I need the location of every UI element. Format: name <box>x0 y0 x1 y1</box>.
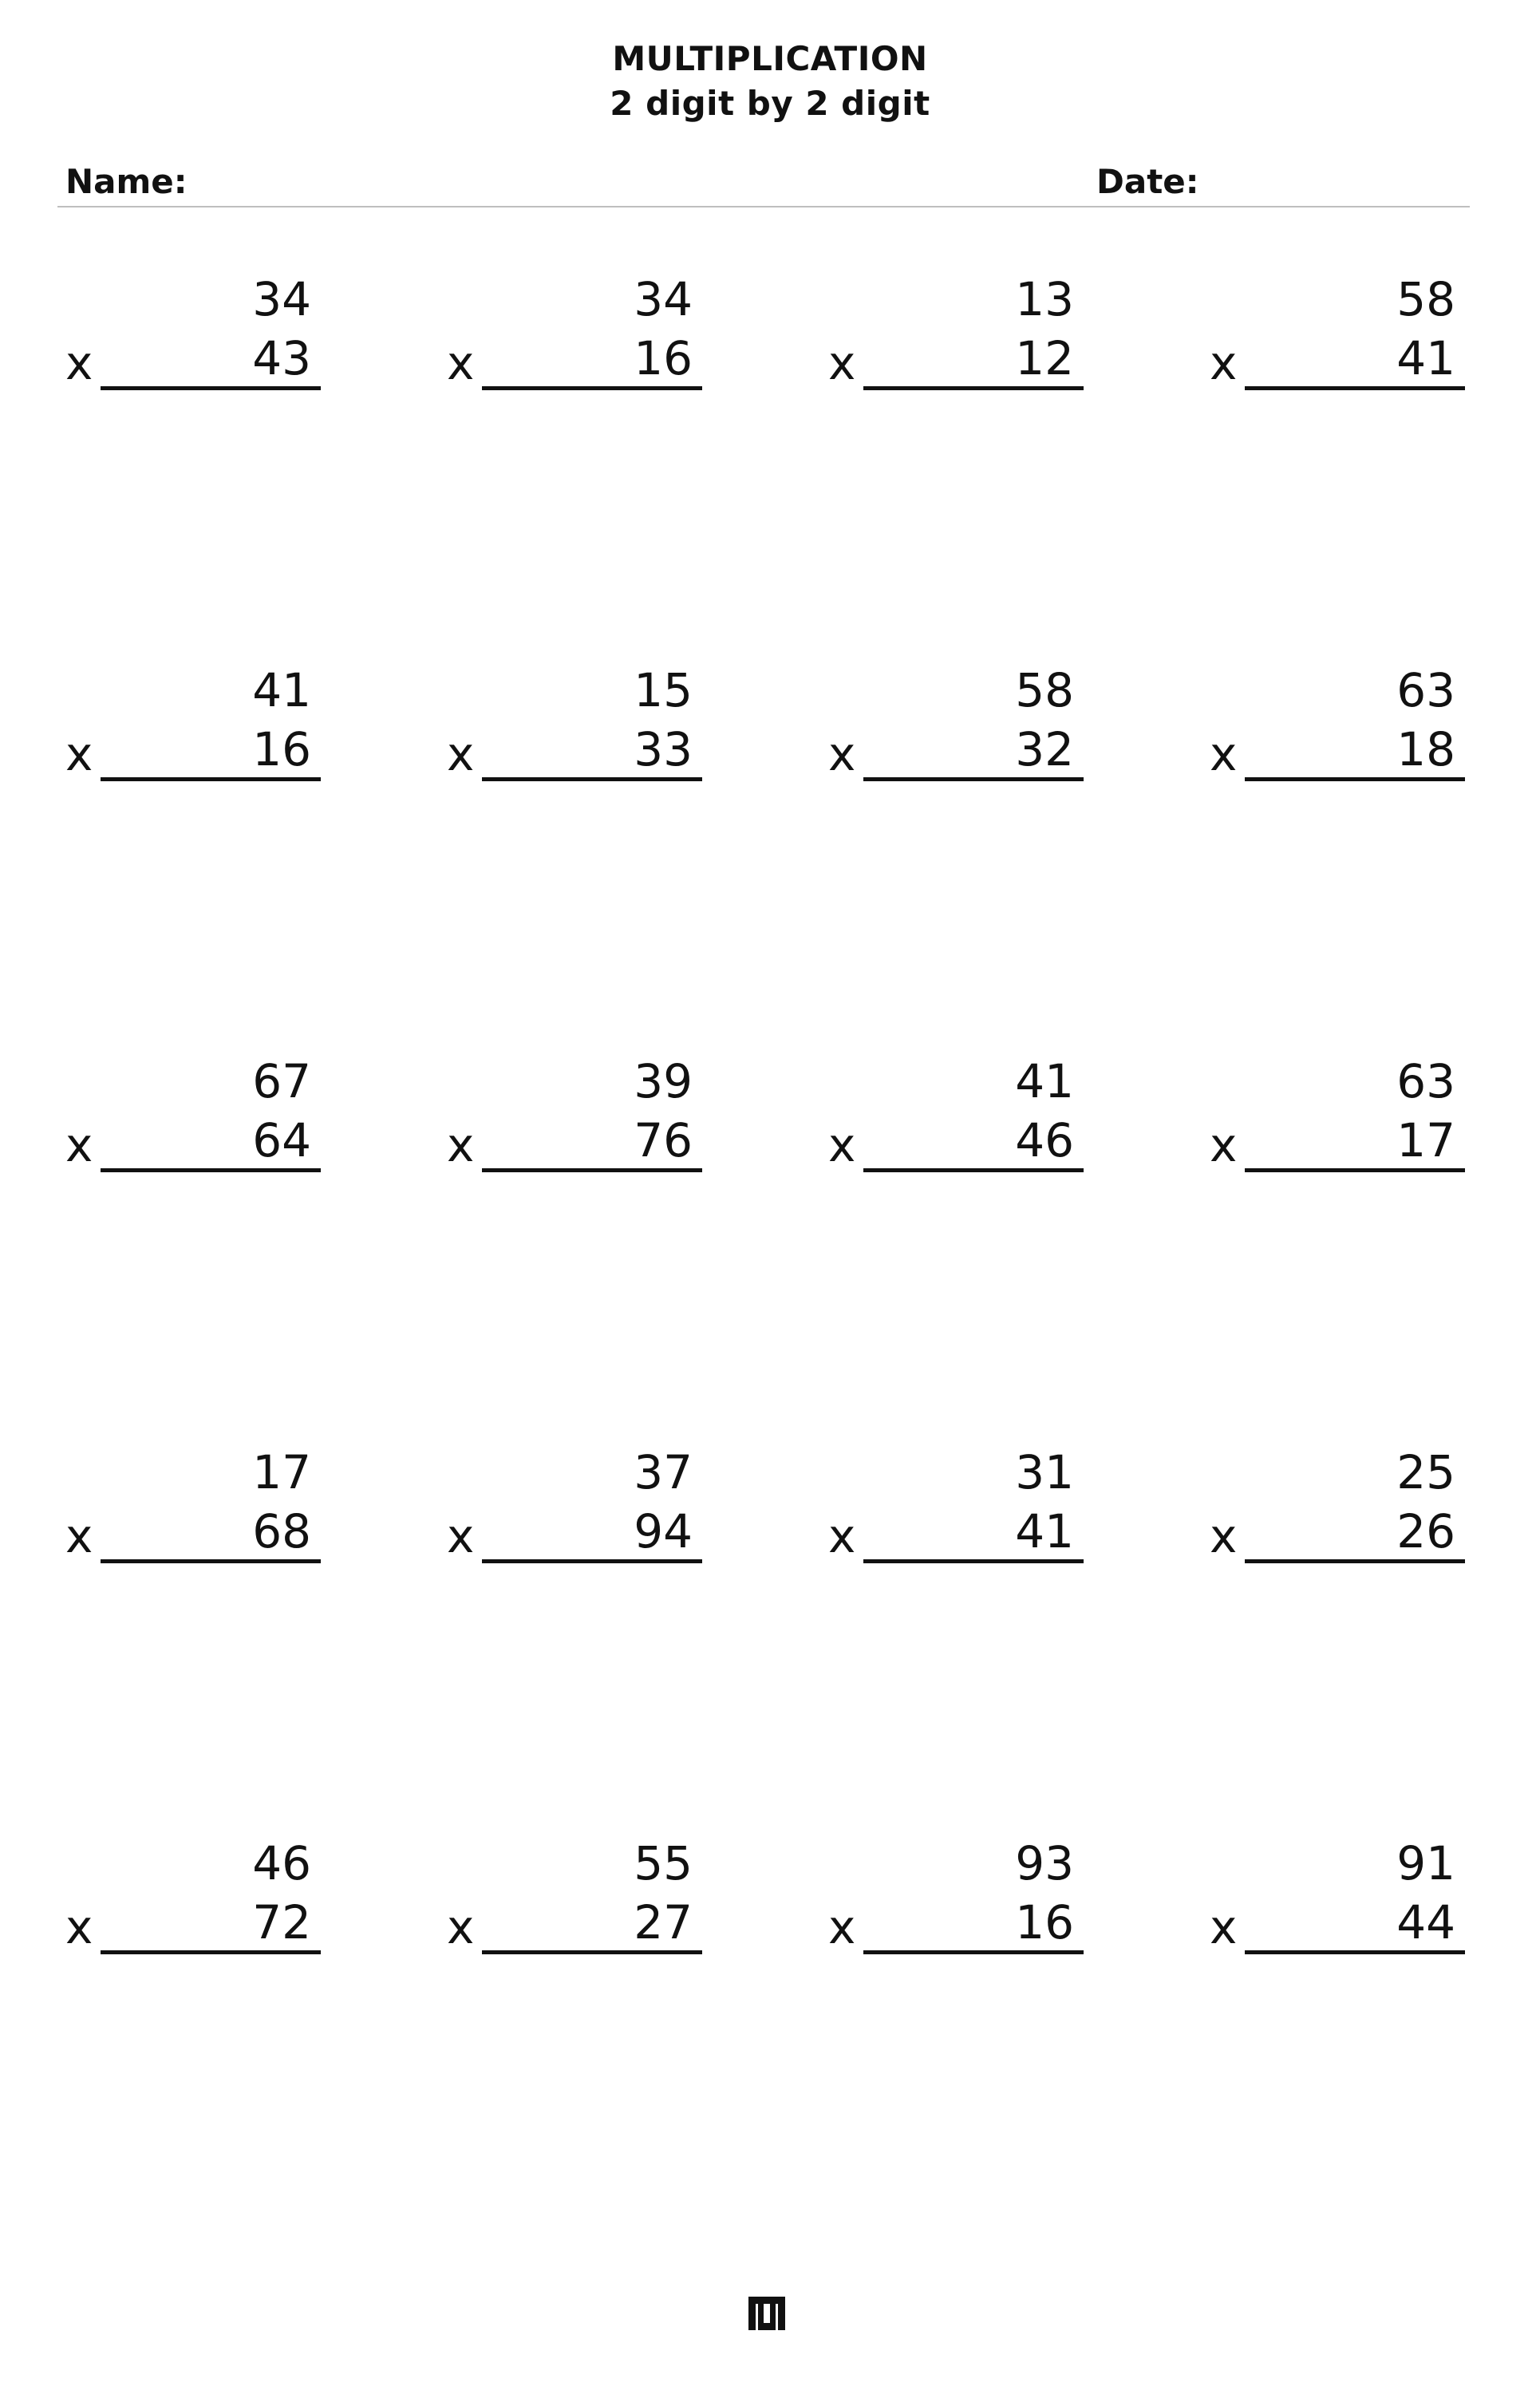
answer-line <box>1245 777 1465 781</box>
multiply-sign: x <box>828 1509 856 1563</box>
answer-line <box>482 1168 702 1172</box>
problem-7 <box>828 662 1084 798</box>
answer-line <box>1245 1950 1465 1954</box>
problem-20 <box>1210 1835 1465 1971</box>
problem-2 <box>447 271 702 407</box>
multiply-sign: x <box>828 336 856 390</box>
problem-6 <box>447 662 702 798</box>
multiplicand: 58 <box>1396 272 1455 326</box>
problem-10 <box>447 1053 702 1189</box>
multiplier: 32 <box>1015 722 1074 776</box>
multiplier: 16 <box>252 722 311 776</box>
multiplier: 26 <box>1396 1504 1455 1558</box>
multiplicand: 37 <box>634 1445 693 1499</box>
problem-8 <box>1210 662 1465 798</box>
multiplier: 16 <box>634 331 693 385</box>
multiplier: 27 <box>634 1895 693 1950</box>
multiplier: 12 <box>1015 331 1074 385</box>
multiply-sign: x <box>447 336 475 390</box>
multiply-sign: x <box>447 1509 475 1563</box>
multiply-sign: x <box>447 1118 475 1172</box>
multiplicand: 41 <box>1015 1054 1074 1108</box>
multiply-sign: x <box>1210 727 1238 781</box>
answer-line <box>101 1168 321 1172</box>
multiply-sign: x <box>1210 1118 1238 1172</box>
multiplier: 76 <box>634 1113 693 1167</box>
multiplicand: 67 <box>252 1054 311 1108</box>
problem-5 <box>65 662 321 798</box>
multiplicand: 41 <box>252 663 311 717</box>
multiplier: 41 <box>1015 1504 1074 1558</box>
multiply-sign: x <box>1210 1509 1238 1563</box>
multiplicand: 34 <box>252 272 311 326</box>
answer-line <box>863 1559 1084 1563</box>
multiplier: 18 <box>1396 722 1455 776</box>
multiplier: 44 <box>1396 1895 1455 1950</box>
problem-13 <box>65 1444 321 1580</box>
problem-17 <box>65 1835 321 1971</box>
answer-line <box>1245 386 1465 390</box>
title-text: MULTIPLICATION <box>612 39 928 78</box>
problem-1 <box>65 271 321 407</box>
answer-line <box>863 1168 1084 1172</box>
header-divider <box>57 206 1470 207</box>
answer-line <box>101 1559 321 1563</box>
problem-3 <box>828 271 1084 407</box>
multiply-sign: x <box>1210 336 1238 390</box>
multiplicand: 39 <box>634 1054 693 1108</box>
multiply-sign: x <box>828 727 856 781</box>
multiply-sign: x <box>65 1118 93 1172</box>
multiply-sign: x <box>65 336 93 390</box>
multiply-sign: x <box>65 1900 93 1954</box>
multiplicand: 34 <box>634 272 693 326</box>
multiplier: 33 <box>634 722 693 776</box>
problem-19 <box>828 1835 1084 1971</box>
multiplicand: 91 <box>1396 1836 1455 1890</box>
multiplier: 72 <box>252 1895 311 1950</box>
problem-15 <box>828 1444 1084 1580</box>
answer-line <box>863 777 1084 781</box>
multiplicand: 17 <box>252 1445 311 1499</box>
answer-line <box>1245 1559 1465 1563</box>
multiply-sign: x <box>65 1509 93 1563</box>
multiplicand: 25 <box>1396 1445 1455 1499</box>
answer-line <box>482 1950 702 1954</box>
date-label: Date: <box>1096 162 1199 201</box>
multiply-sign: x <box>1210 1900 1238 1954</box>
subtitle-text: 2 digit by 2 digit <box>610 84 930 123</box>
multiplicand: 63 <box>1396 663 1455 717</box>
multiplier: 94 <box>634 1504 693 1558</box>
multiplier: 17 <box>1396 1113 1455 1167</box>
multiplier: 43 <box>252 331 311 385</box>
multiply-sign: x <box>828 1118 856 1172</box>
problem-14 <box>447 1444 702 1580</box>
worksheet-title <box>0 37 1540 126</box>
answer-line <box>101 777 321 781</box>
multiplicand: 93 <box>1015 1836 1074 1890</box>
problem-12 <box>1210 1053 1465 1189</box>
multiply-sign: x <box>828 1900 856 1954</box>
multiplier: 46 <box>1015 1113 1074 1167</box>
multiply-sign: x <box>65 727 93 781</box>
multiplier: 41 <box>1396 331 1455 385</box>
multiplicand: 58 <box>1015 663 1074 717</box>
problem-11 <box>828 1053 1084 1189</box>
multiplier: 68 <box>252 1504 311 1558</box>
answer-line <box>863 386 1084 390</box>
multiply-sign: x <box>447 1900 475 1954</box>
multiplicand: 31 <box>1015 1445 1074 1499</box>
answer-line <box>482 386 702 390</box>
name-label: Name: <box>65 162 188 201</box>
answer-line <box>863 1950 1084 1954</box>
answer-line <box>101 1950 321 1954</box>
multiplicand: 55 <box>634 1836 693 1890</box>
multiply-sign: x <box>447 727 475 781</box>
brand-logo-icon <box>747 2293 787 2333</box>
problem-16 <box>1210 1444 1465 1580</box>
multiplicand: 13 <box>1015 272 1074 326</box>
multiplier: 16 <box>1015 1895 1074 1950</box>
answer-line <box>101 386 321 390</box>
problem-9 <box>65 1053 321 1189</box>
problem-18 <box>447 1835 702 1971</box>
multiplier: 64 <box>252 1113 311 1167</box>
multiplicand: 46 <box>252 1836 311 1890</box>
answer-line <box>482 777 702 781</box>
multiplicand: 15 <box>634 663 693 717</box>
problem-4 <box>1210 271 1465 407</box>
answer-line <box>482 1559 702 1563</box>
answer-line <box>1245 1168 1465 1172</box>
multiplicand: 63 <box>1396 1054 1455 1108</box>
